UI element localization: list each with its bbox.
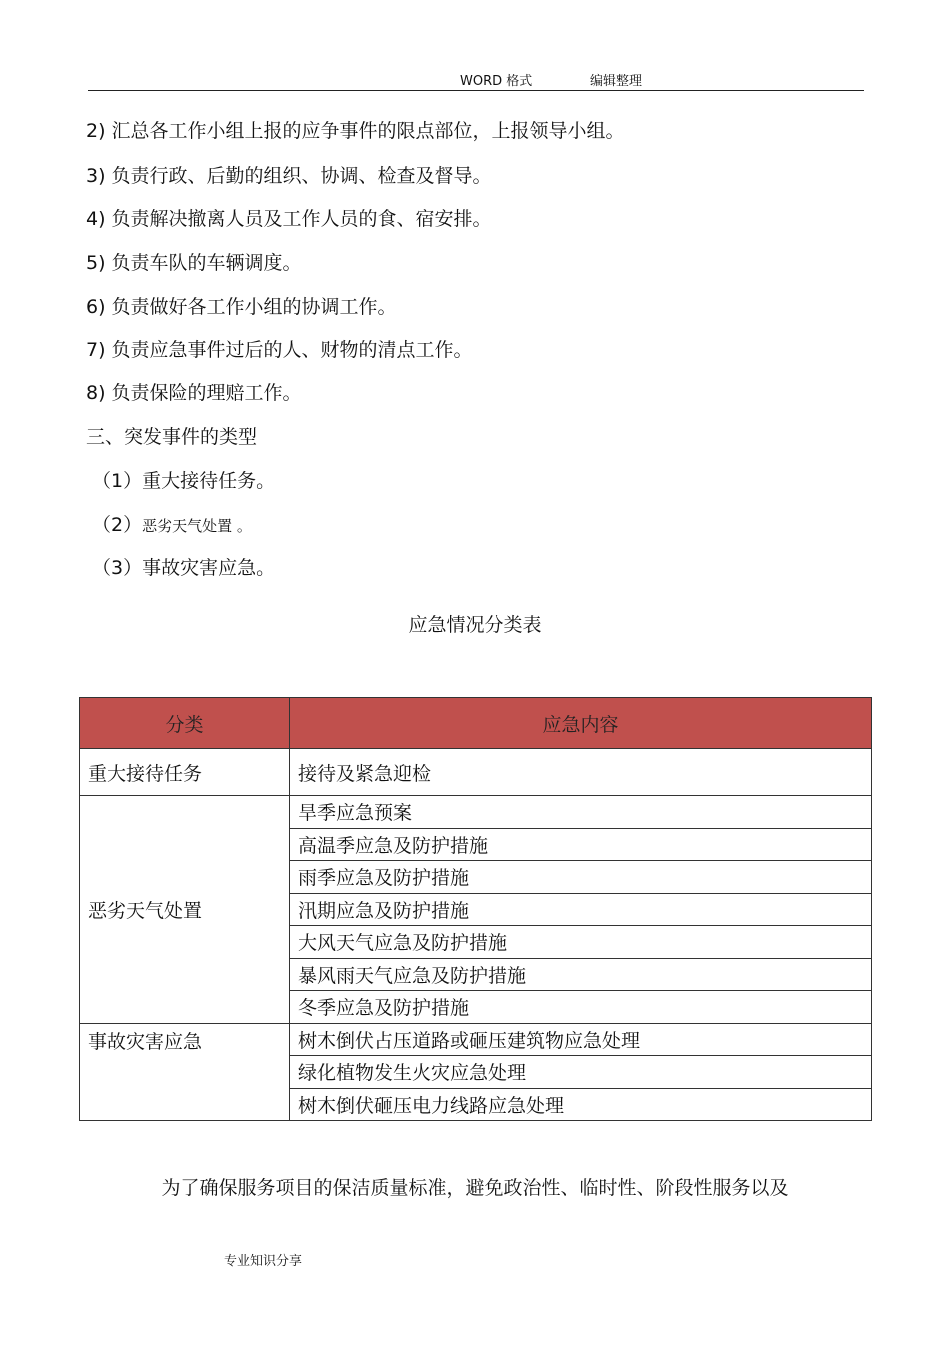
table-caption: 应急情况分类表 xyxy=(408,614,542,636)
list-item: 6) 负责做好各工作小组的协调工作。 xyxy=(86,296,397,318)
type-item xyxy=(92,513,252,538)
emergency-table xyxy=(79,697,872,1121)
table-row xyxy=(80,796,872,829)
type-number: （2） xyxy=(92,514,143,536)
content-cell: 接待及紧急迎检 xyxy=(290,749,872,796)
category-cell: 恶劣天气处置 xyxy=(80,796,290,1024)
list-item: 5) 负责车队的车辆调度。 xyxy=(86,252,302,274)
list-item: 3) 负责行政、后勤的组织、协调、检查及督导。 xyxy=(86,165,492,187)
type-label: 恶劣天气处置 xyxy=(142,517,233,535)
type-item: （3）事故灾害应急。 xyxy=(92,557,276,579)
list-item: 4) 负责解决撤离人员及工作人员的食、宿安排。 xyxy=(86,208,492,230)
content-cell: 绿化植物发生火灾应急处理 xyxy=(290,1056,872,1089)
page-header xyxy=(88,68,864,91)
body-paragraph: 为了确保服务项目的保洁质量标准，避免政治性、临时性、阶段性服务以及 xyxy=(161,1177,789,1199)
type-punct: 。 xyxy=(232,517,252,535)
list-item: 8) 负责保险的理赔工作。 xyxy=(86,382,302,404)
content-cell: 汛期应急及防护措施 xyxy=(290,893,872,926)
table-row xyxy=(80,749,872,796)
header-label: WORD 格式 xyxy=(460,74,533,89)
page-footer: 专业知识分享 xyxy=(224,1254,303,1269)
category-cell: 重大接待任务 xyxy=(80,749,290,796)
list-item: 7) 负责应急事件过后的人、财物的清点工作。 xyxy=(86,339,473,361)
section-title: 三、突发事件的类型 xyxy=(86,426,258,448)
list-item: 2) 汇总各工作小组上报的应争事件的限点部位，上报领导小组。 xyxy=(86,120,625,142)
content-cell: 暴风雨天气应急及防护措施 xyxy=(290,958,872,991)
content-cell: 树木倒伏砸压电力线路应急处理 xyxy=(290,1088,872,1121)
content-cell: 冬季应急及防护措施 xyxy=(290,991,872,1024)
header-label-2: 编辑整理 xyxy=(590,74,643,89)
content-cell: 雨季应急及防护措施 xyxy=(290,861,872,894)
column-header: 分类 xyxy=(80,698,290,749)
content-cell: 高温季应急及防护措施 xyxy=(290,828,872,861)
category-cell: 事故灾害应急 xyxy=(80,1023,290,1121)
content-cell: 大风天气应急及防护措施 xyxy=(290,926,872,959)
type-item: （1）重大接待任务。 xyxy=(92,470,276,492)
table-row xyxy=(80,1023,872,1056)
column-header: 应急内容 xyxy=(290,698,872,749)
content-cell: 旱季应急预案 xyxy=(290,796,872,829)
content-cell: 树木倒伏占压道路或砸压建筑物应急处理 xyxy=(290,1023,872,1056)
